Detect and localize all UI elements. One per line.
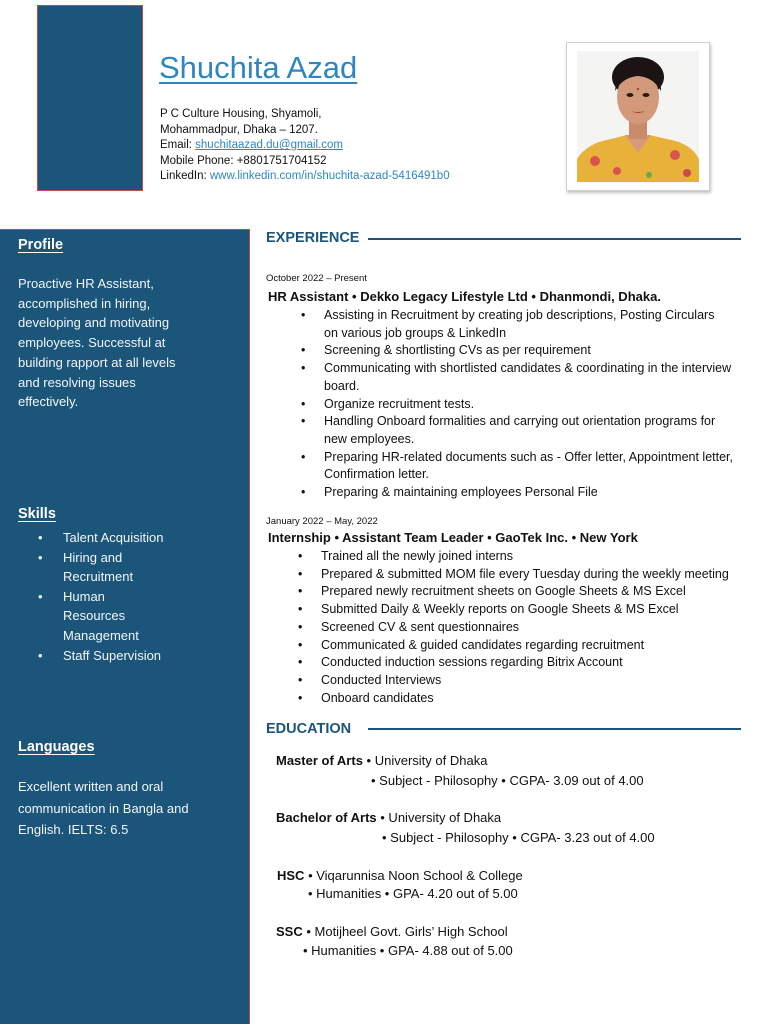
job-bullet: • Conducted induction sessions regarding Bitrix Account — [321, 654, 751, 672]
job-bullet: • Conducted Interviews — [321, 672, 751, 690]
skill-item: • Human Resources Management — [38, 587, 168, 646]
job-bullet: • Organize recruitment tests. — [324, 396, 752, 414]
job-bullet: • Prepared & submitted MOM file every Tuesday during the weekly meeting — [321, 566, 751, 584]
job-bullet: • Handling Onboard formalities and carrying out orientation programs for new employees. — [324, 413, 734, 448]
job-bullet: • Prepared newly recruitment sheets on Google Sheets & MS Excel — [321, 583, 751, 601]
job-bullet: • Communicating with shortlisted candidates & coordinating in the interview board. — [324, 360, 752, 395]
profile-photo — [566, 42, 710, 191]
experience-heading: EXPERIENCE — [266, 230, 360, 246]
phone-line: Mobile Phone: +8801751704152 — [160, 154, 327, 167]
skill-item: • Hiring and Recruitment — [38, 548, 138, 587]
education-heading: EDUCATION — [266, 721, 352, 737]
linkedin-line — [160, 169, 450, 185]
job-title: HR Assistant • Dekko Legacy Lifestyle Ltd • Dhanmondi, Dhaka. — [268, 289, 661, 304]
job-date: January 2022 – May, 2022 — [266, 516, 378, 527]
profile-heading: Profile — [18, 237, 64, 253]
education-detail: • Subject - Philosophy • CGPA- 3.23 out of 4.00 — [382, 830, 655, 845]
languages-text: Excellent written and oral communication in Bangla and English. IELTS: 6.5 — [18, 779, 189, 837]
email-link[interactable]: shuchitaazad.du@gmail.com — [195, 139, 343, 152]
job-bullets — [324, 307, 752, 502]
job-date: October 2022 – Present — [266, 273, 367, 284]
education-entry — [276, 924, 508, 939]
education-degree: HSC — [277, 868, 305, 883]
education-degree: Bachelor of Arts — [276, 810, 377, 825]
education-detail: • Humanities • GPA- 4.20 out of 5.00 — [308, 886, 518, 901]
skills-list — [38, 528, 198, 665]
portrait-image — [577, 51, 699, 182]
job-bullet: • Screening & shortlisting CVs as per requirement — [324, 342, 752, 360]
skill-item: • Talent Acquisition — [38, 528, 198, 548]
education-entry — [277, 868, 523, 883]
education-degree: Master of Arts — [276, 753, 363, 768]
education-detail: • Subject - Philosophy • CGPA- 3.09 out of 4.00 — [371, 773, 644, 788]
education-entry — [276, 753, 487, 768]
address-line-2: Mohammadpur, Dhaka – 1207. — [160, 123, 318, 136]
job-bullet: • Trained all the newly joined interns — [321, 548, 751, 566]
linkedin-label: LinkedIn: — [160, 170, 210, 183]
education-institution: • Motijheel Govt. Girls’ High School — [302, 924, 508, 939]
candidate-name: Shuchita Azad — [159, 50, 358, 85]
job-bullet: • Communicated & guided candidates regarding recruitment — [321, 637, 751, 655]
education-institution: • Viqarunnisa Noon School & College — [304, 868, 523, 883]
experience-divider — [368, 238, 741, 240]
email-label: Email: — [160, 139, 196, 152]
education-degree: SSC — [276, 924, 303, 939]
education-entry — [276, 810, 501, 825]
job-bullet: • Submitted Daily & Weekly reports on Google Sheets & MS Excel — [321, 601, 751, 619]
skills-heading: Skills — [18, 506, 56, 522]
contact-block — [160, 107, 450, 185]
address-line-1: P C Culture Housing, Shyamoli, — [160, 108, 322, 120]
email-line — [160, 138, 450, 154]
sidebar — [0, 229, 250, 1024]
profile-text: Proactive HR Assistant, accomplished in hiring, developing and motivating employees. Successful at building rapport at all levels and resolving issues effectively. — [18, 276, 176, 410]
job-bullets — [321, 548, 751, 707]
job-bullet: • Assisting in Recruitment by creating job descriptions, Posting Circulars on various job groups & LinkedIn — [324, 307, 729, 342]
job-bullet: • Preparing & maintaining employees Personal File — [324, 484, 752, 502]
header-color-block — [37, 5, 143, 191]
skill-item: • Staff Supervision — [38, 646, 198, 666]
education-institution: • University of Dhaka — [362, 753, 488, 768]
job-bullet: • Preparing HR-related documents such as - Offer letter, Appointment letter, Confirmation letter. — [324, 449, 752, 484]
education-institution: • University of Dhaka — [376, 810, 502, 825]
job-title: Internship • Assistant Team Leader • GaoTek Inc. • New York — [268, 530, 638, 545]
education-divider — [368, 728, 741, 730]
education-detail: • Humanities • GPA- 4.88 out of 5.00 — [303, 943, 513, 958]
job-bullet: • Onboard candidates — [321, 690, 751, 708]
job-bullet: • Screened CV & sent questionnaires — [321, 619, 751, 637]
linkedin-link[interactable]: www.linkedin.com/in/shuchita-azad-5416491b0 — [209, 170, 450, 183]
languages-heading: Languages — [18, 739, 95, 755]
